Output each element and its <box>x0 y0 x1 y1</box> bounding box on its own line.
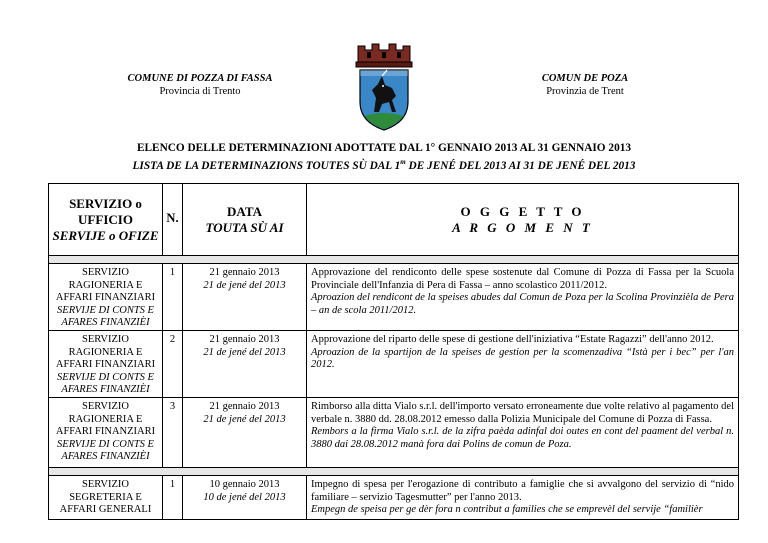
oggetto-cell: Impegno di spesa per l'erogazione di contributo a famiglie che si avvalgono del servizio di “nido familiare – servizio Tagesmutter” per l'anno 2013. Empegn de speisa per ge dèr fora n contribut a families che se emprevèl del servije “familièr <box>307 475 739 519</box>
table-row <box>49 330 739 397</box>
oggetto-cell: Rimborso alla ditta Vialo s.r.l. dell'importo versato erroneamente due volte relativo al pagamento del verbale n. 3880 dd. 28.08.2012 emesso dalla Polizia Municipale del Comune di Pozza di Fassa. Rembors a la firma Vialo s.r.l. de la zifra paèda adinfal doi outes en cont del paament del verbal n. 3880 dai 28.08.2012 manà fora dai Polins de comun de Poza. <box>307 397 739 467</box>
table-header-row <box>49 184 739 256</box>
servizio-cell: SERVIZIO RAGIONERIA E AFFARI FINANZIARI SERVIJE DI CONTS E AFARES FINANZIÈI <box>49 330 163 397</box>
oggetto-cell: Approvazione del riparto delle spese di gestione dell'iniziativa “Estate Ragazzi” dell'anno 2012. Aproazion de la spartijon de la speises de gestion per la scomenzadiva “Istà per i bec” per l'an 2012. <box>307 330 739 397</box>
number-cell: 1 <box>163 475 183 519</box>
provincia-name: Provincia di Trento <box>159 86 241 97</box>
title-line-italian: ELENCO DELLE DETERMINAZIONI ADOTTATE DAL 1° GENNAIO 2013 AL 31 GENNAIO 2013 <box>136 142 632 154</box>
number-cell: 2 <box>163 330 183 397</box>
header-n: N. <box>163 184 183 256</box>
header-right <box>510 72 660 98</box>
table-row <box>49 397 739 467</box>
servizio-cell: SERVIZIO RAGIONERIA E AFFARI FINANZIARI SERVIJE DI CONTS E AFARES FINANZIÈI <box>49 264 163 331</box>
servizio-cell: SERVIZIO SEGRETERIA E AFFARI GENERALI <box>49 475 163 519</box>
number-cell: 1 <box>163 264 183 331</box>
coat-of-arms-icon <box>352 40 416 132</box>
date-cell: 21 gennaio 2013 21 de jené del 2013 <box>183 330 307 397</box>
date-cell: 21 gennaio 2013 21 de jené del 2013 <box>183 397 307 467</box>
number-cell: 3 <box>163 397 183 467</box>
header-oggetto: O G G E T T O A R G O M E N T <box>307 184 739 256</box>
header-left <box>100 72 300 98</box>
header-data: DATA TOUTA SÙ AI <box>183 184 307 256</box>
table-row <box>49 264 739 331</box>
separator-row <box>49 256 739 264</box>
oggetto-cell: Approvazione del rendiconto delle spese sostenute dal Comune di Pozza di Fassa per la Scuola Provinciale dell'Infanzia di Pera di Fassa – anno scolastico 2011/2012. Aproazion del rendicont de la speises abudes dal Comun de Poza per la Scolina Provinzièla de Pera – an de scola 2011/2012. <box>307 264 739 331</box>
date-cell: 10 gennaio 2013 10 de jené del 2013 <box>183 475 307 519</box>
title-line-ladin: LISTA DE LA DETERMINAZIONS TOUTES SÙ DAL 1$^m$ DE JENÉ DEL 2013 AI 31 DE JENÉ DEL 2013 <box>132 158 636 172</box>
table-row <box>49 475 739 519</box>
comune-name: COMUNE DI POZZA DI FASSA <box>127 73 273 84</box>
date-cell: 21 gennaio 2013 21 de jené del 2013 <box>183 264 307 331</box>
determinations-table <box>48 183 739 520</box>
separator-row <box>49 467 739 475</box>
comun-name: COMUN DE POZA <box>541 73 629 84</box>
provinzia-name: Provinzia de Trent <box>546 86 624 97</box>
header-servizio: SERVIZIO o UFFICIO SERVIJE o OFIZE <box>49 184 163 256</box>
document-title <box>0 141 768 173</box>
servizio-cell: SERVIZIO RAGIONERIA E AFFARI FINANZIARI SERVIJE DI CONTS E AFARES FINANZIÈI <box>49 397 163 467</box>
